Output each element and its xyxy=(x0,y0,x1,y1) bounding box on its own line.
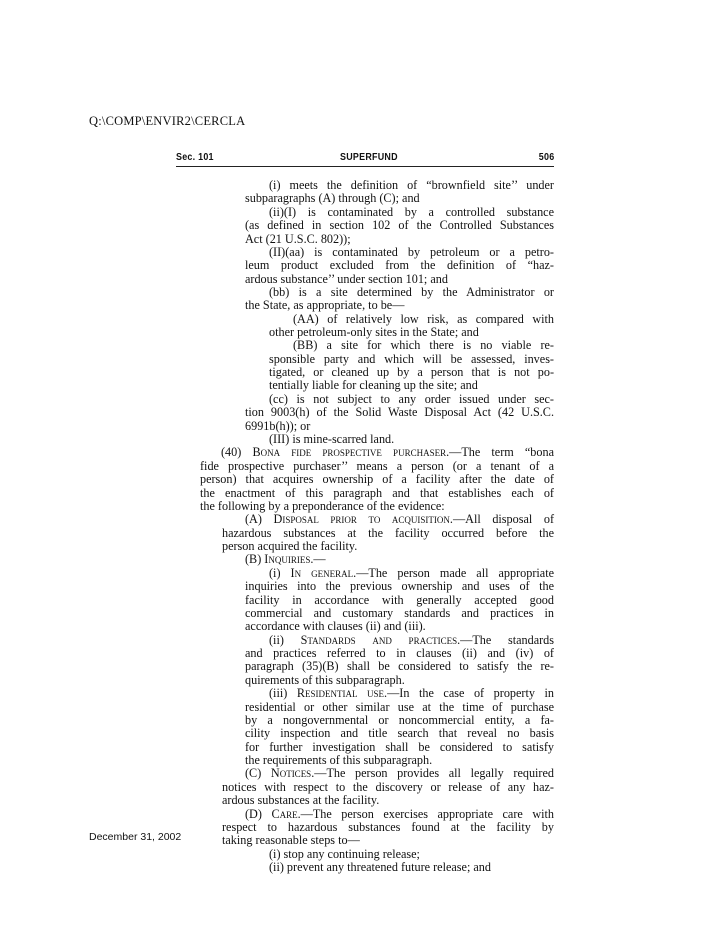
text-line: and practices referred to in clauses (ii) and (iv) of xyxy=(245,646,554,660)
clause-number: (ii) xyxy=(269,633,301,647)
text-line: the State, as appropriate, to be— xyxy=(245,298,405,312)
page-number: 506 xyxy=(538,151,554,163)
text-line: commercial and customary standards and practices in xyxy=(245,606,554,620)
text-line: leum product excluded from the definition of “haz- xyxy=(245,258,554,272)
clause-iii-heading-line xyxy=(245,687,554,700)
text-line: tion 9003(h) of the Solid Waste Disposal Act (42 U.S.C. xyxy=(245,405,554,419)
text-line: (as defined in section 102 of the Controlled Substances xyxy=(245,218,554,232)
text-line: (ii)(I) is contaminated by a controlled substance xyxy=(269,205,554,219)
text-line: respect to hazardous substances found at the facility by xyxy=(222,820,554,834)
subparagraph-heading: Notices xyxy=(270,766,312,780)
text-line: (i) meets the definition of “brownfield site’’ under xyxy=(269,178,554,192)
text-line: (AA) of relatively low risk, as compared with xyxy=(293,312,554,326)
subparagraph-heading: Care xyxy=(271,807,298,821)
clause-text: .—The person made all appropriate xyxy=(353,566,554,580)
footer-date: December 31, 2002 xyxy=(89,831,182,843)
text-line: ardous substance’’ under section 101; and xyxy=(245,272,448,286)
clause-heading: In general xyxy=(290,566,354,580)
text-line: paragraph (35)(B) shall be considered to satisfy the re- xyxy=(245,659,554,673)
text-line: hazardous substances at the facility occurred before the xyxy=(222,526,554,540)
header-rule xyxy=(176,166,554,167)
subparagraph-text: .—All disposal of xyxy=(449,512,554,526)
paragraph-40-heading-line xyxy=(200,446,554,459)
text-line: tentially liable for cleaning up the site; and xyxy=(269,378,478,392)
subparagraph-text: .—The person provides all legally required xyxy=(311,766,554,780)
paragraph-text: .—The term “bona xyxy=(446,445,554,459)
clause-heading: Standards and practices xyxy=(300,633,458,647)
subparagraph-number: (C) xyxy=(245,766,271,780)
subparagraph-heading: Disposal prior to acquisition xyxy=(273,512,450,526)
text-line: (II)(aa) is contaminated by petroleum or a petro- xyxy=(269,245,554,259)
text-line: the following by a preponderance of the evidence: xyxy=(200,499,445,513)
text-line: sponsible party and which will be assessed, inves- xyxy=(269,352,554,366)
page-header xyxy=(176,151,554,165)
text-line: residential or other similar use at the time of purchase xyxy=(245,700,554,714)
text-line: person acquired the facility. xyxy=(222,539,358,553)
section-number: Sec. 101 xyxy=(176,151,214,163)
text-line: person) that acquires ownership of a facility after the date of xyxy=(200,472,554,486)
running-title: SUPERFUND xyxy=(340,151,398,163)
subparagraph-c-heading-line xyxy=(222,767,554,780)
text-line: taking reasonable steps to— xyxy=(222,833,360,847)
text-line: cility inspection and title search that reveal no basis xyxy=(245,726,554,740)
text-line: facility in accordance with generally accepted good xyxy=(245,593,554,607)
subparagraph-a-heading-line xyxy=(222,513,554,526)
text-line: Act (21 U.S.C. 802)); xyxy=(245,232,351,246)
text-line: (cc) is not subject to any order issued under sec- xyxy=(269,392,554,406)
clause-number: (iii) xyxy=(269,686,297,700)
subparagraph-text: .— xyxy=(310,552,326,566)
text-line: accordance with clauses (ii) and (iii). xyxy=(245,619,426,633)
subparagraph-heading: Inquiries xyxy=(264,552,311,566)
clause-text: .—In the case of property in xyxy=(384,686,554,700)
text-line: the requirements of this subparagraph. xyxy=(245,753,433,767)
text-line: ardous substances at the facility. xyxy=(222,793,380,807)
text-line: for further investigation shall be considered to satisfy xyxy=(245,740,554,754)
subparagraph-text: .—The person exercises appropriate care with xyxy=(297,807,554,821)
file-path: Q:\COMP\ENVIR2\CERCLA xyxy=(89,114,246,128)
paragraph-number: (40) xyxy=(221,445,253,459)
clause-number: (i) xyxy=(269,566,291,580)
subparagraph-number: (B) xyxy=(245,552,265,566)
text-line: by a nongovernmental or noncommercial entity, a fa- xyxy=(245,713,554,727)
subparagraph-number: (D) xyxy=(245,807,272,821)
text-line: the enactment of this paragraph and that establishes each of xyxy=(200,486,554,500)
text-line: (BB) a site for which there is no viable re- xyxy=(293,338,554,352)
clause-text: .—The standards xyxy=(457,633,554,647)
text-line: (III) is mine-scarred land. xyxy=(269,432,395,446)
text-line: 6991b(h)); or xyxy=(245,419,311,433)
subparagraph-b-heading-line xyxy=(245,553,326,566)
text-line: fide prospective purchaser’’ means a person (or a tenant of a xyxy=(200,459,554,473)
text-line: tigated, or cleaned up by a person that is not po- xyxy=(269,365,554,379)
text-line: subparagraphs (A) through (C); and xyxy=(245,191,420,205)
text-line: (i) stop any continuing release; xyxy=(269,847,420,861)
text-line: quirements of this subparagraph. xyxy=(245,673,405,687)
text-line: other petroleum-only sites in the State; and xyxy=(269,325,479,339)
text-line: inquiries into the previous ownership and uses of the xyxy=(245,579,554,593)
text-line: (ii) prevent any threatened future release; and xyxy=(269,860,491,874)
text-line: notices with respect to the discovery or release of any haz- xyxy=(222,780,554,794)
clause-heading: Residential use xyxy=(296,686,385,700)
paragraph-heading: Bona fide prospective purchaser xyxy=(252,445,447,459)
text-line: (bb) is a site determined by the Administrator or xyxy=(269,285,554,299)
subparagraph-number: (A) xyxy=(245,512,274,526)
